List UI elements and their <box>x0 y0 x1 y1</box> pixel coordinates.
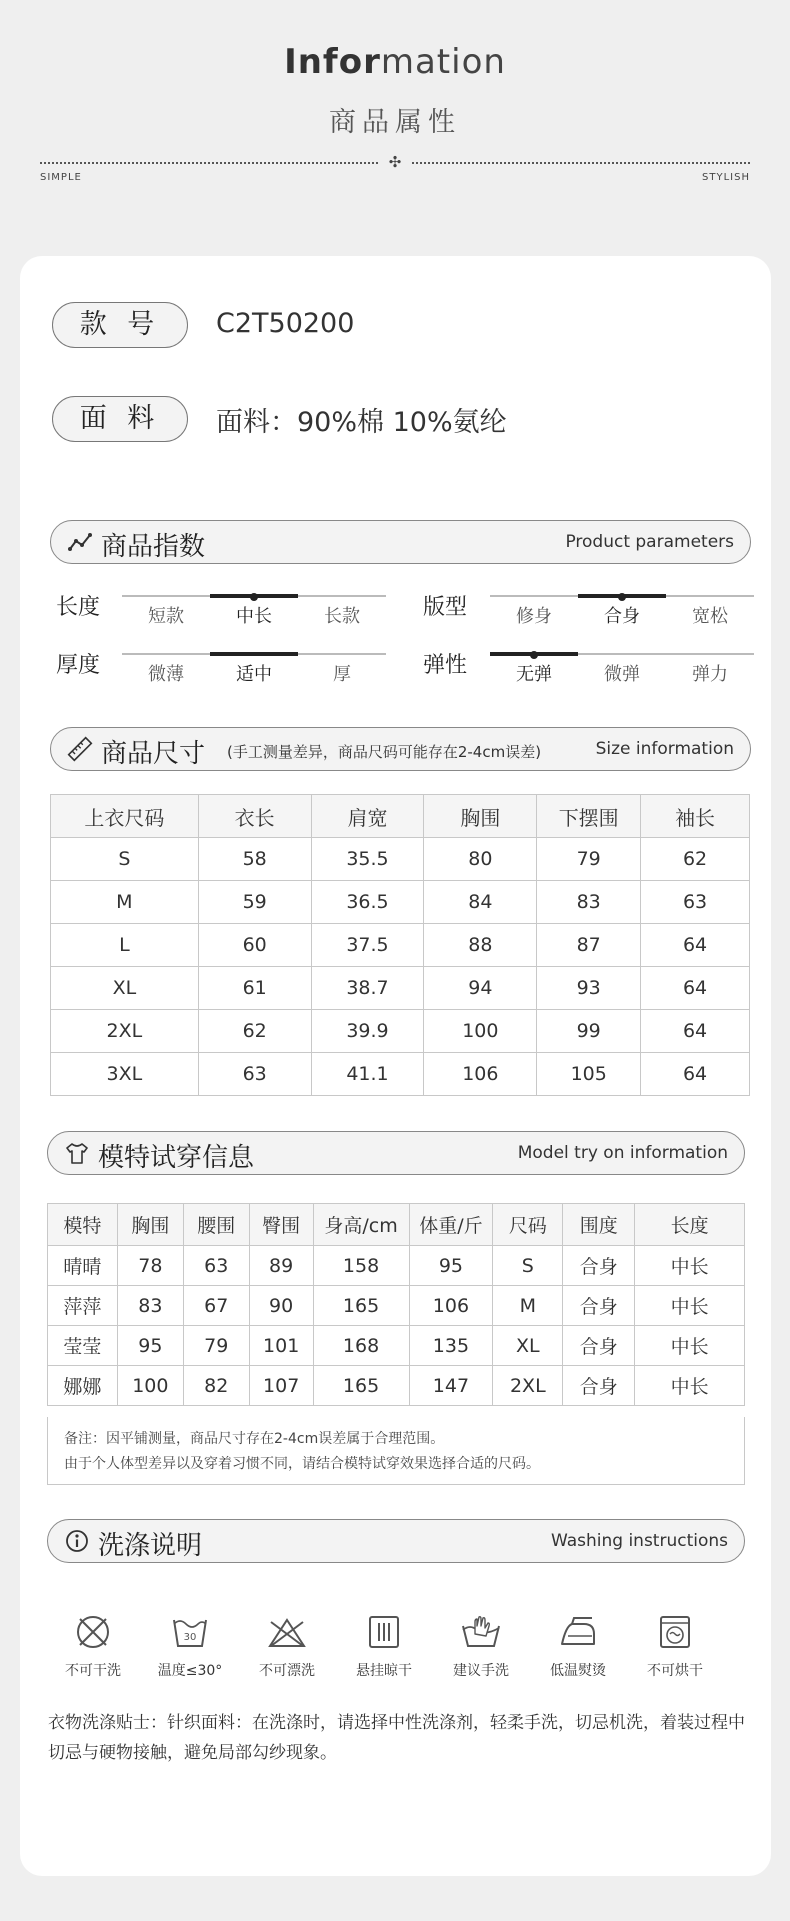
table-header-cell: 尺码 <box>493 1204 563 1246</box>
low-iron-icon <box>558 1612 598 1652</box>
table-cell: 63 <box>198 1053 311 1096</box>
table-header-cell: 下摆围 <box>537 795 641 838</box>
section-model-info <box>47 1131 745 1175</box>
table-cell: 83 <box>537 881 641 924</box>
param-fit-option: 宽松 <box>692 606 728 627</box>
param-thickness-option: 适中 <box>236 664 272 685</box>
table-header-cell: 臀围 <box>249 1204 313 1246</box>
title-bold: Infor <box>284 42 381 82</box>
param-fit-label: 版型 <box>423 595 468 620</box>
param-length-label: 长度 <box>56 595 101 620</box>
table-cell: 64 <box>641 967 750 1010</box>
table-cell: 62 <box>198 1010 311 1053</box>
table-cell: 38.7 <box>311 967 424 1010</box>
table-cell: 64 <box>641 1010 750 1053</box>
param-thickness-label: 厚度 <box>56 653 101 678</box>
table-row <box>51 838 750 881</box>
param-fit-option: 合身 <box>604 606 640 627</box>
table-row <box>51 924 750 967</box>
table-cell: 合身 <box>563 1286 635 1326</box>
table-cell: 80 <box>424 838 537 881</box>
table-header-cell: 体重/斤 <box>409 1204 493 1246</box>
param-length-option: 中长 <box>236 606 272 627</box>
info-icon <box>64 1528 90 1554</box>
section-title-en: Size information <box>595 739 734 759</box>
table-cell: 95 <box>409 1246 493 1286</box>
table-cell: M <box>493 1286 563 1326</box>
section-product-parameters <box>50 520 751 564</box>
size-note: (手工测量差异，商品尺码可能存在2-4cm误差) <box>227 743 542 761</box>
table-header-cell: 模特 <box>48 1204 118 1246</box>
table-cell: 165 <box>313 1366 409 1406</box>
table-header-cell: 袖长 <box>641 795 750 838</box>
table-cell: 中长 <box>635 1246 745 1286</box>
no-tumble-dry-icon <box>655 1612 695 1652</box>
model-table <box>47 1203 745 1406</box>
table-header-row <box>51 795 750 838</box>
divider-left <box>40 162 378 164</box>
table-cell: 61 <box>198 967 311 1010</box>
no-bleach-icon <box>267 1612 307 1652</box>
table-cell: 36.5 <box>311 881 424 924</box>
param-elasticity-option: 弹力 <box>692 664 728 685</box>
table-header-cell: 肩宽 <box>311 795 424 838</box>
table-cell: 39.9 <box>311 1010 424 1053</box>
table-cell: M <box>51 881 199 924</box>
table-cell: 合身 <box>563 1326 635 1366</box>
table-cell: XL <box>51 967 199 1010</box>
fabric-label: 面 料 <box>52 396 188 442</box>
page-subtitle: 商品属性 <box>329 107 461 138</box>
section-washing <box>47 1519 745 1563</box>
table-header-cell: 胸围 <box>424 795 537 838</box>
wash-30-icon <box>170 1612 210 1652</box>
washing-tips: 衣物洗涤贴士：针织面料：在洗涤时，请选择中性洗涤剂，轻柔手洗，切忌机洗，着装过程中切忌与硬物接触，避免局部勾纱现象。 <box>48 1713 745 1763</box>
table-header-cell: 围度 <box>563 1204 635 1246</box>
table-header-cell: 上衣尺码 <box>51 795 199 838</box>
remark-line: 由于个人体型差异以及穿着习惯不同，请结合模特试穿效果选择合适的尺码。 <box>64 1456 540 1472</box>
wash-item <box>145 1612 235 1680</box>
wash-item <box>48 1612 138 1680</box>
divider-right <box>412 162 750 164</box>
table-cell: 合身 <box>563 1366 635 1406</box>
style-number-value: C2T50200 <box>216 308 355 339</box>
table-row <box>48 1246 745 1286</box>
style-number-label: 款 号 <box>52 302 188 348</box>
wash-label: 不可干洗 <box>65 1663 121 1679</box>
hang-dry-icon <box>364 1612 404 1652</box>
simple-tag: SIMPLE <box>40 172 82 183</box>
table-cell: 147 <box>409 1366 493 1406</box>
param-fit-option: 修身 <box>516 606 552 627</box>
table-cell: 79 <box>183 1326 249 1366</box>
table-cell: 60 <box>198 924 311 967</box>
tshirt-icon <box>64 1140 90 1166</box>
section-title: 模特试穿信息 <box>98 1143 255 1173</box>
section-title-en: Washing instructions <box>550 1531 728 1551</box>
table-cell: 100 <box>117 1366 183 1406</box>
table-cell: 106 <box>424 1053 537 1096</box>
table-cell: 100 <box>424 1010 537 1053</box>
table-header-row <box>48 1204 745 1246</box>
section-title: 商品指数 <box>101 532 206 562</box>
table-cell: 37.5 <box>311 924 424 967</box>
param-thickness-option: 厚 <box>333 664 351 685</box>
wash-item <box>533 1612 623 1680</box>
page-title <box>0 42 790 82</box>
wash-item <box>630 1612 720 1680</box>
table-cell: 晴晴 <box>48 1246 118 1286</box>
table-header-cell: 长度 <box>635 1204 745 1246</box>
table-cell: 84 <box>424 881 537 924</box>
wash-badge: 30 <box>183 1632 197 1643</box>
table-cell: 59 <box>198 881 311 924</box>
wash-label: 低温熨烫 <box>550 1663 606 1679</box>
table-cell: 41.1 <box>311 1053 424 1096</box>
table-cell: 67 <box>183 1286 249 1326</box>
table-cell: 83 <box>117 1286 183 1326</box>
table-cell: 2XL <box>493 1366 563 1406</box>
section-title-en: Product parameters <box>565 532 734 552</box>
table-row <box>51 967 750 1010</box>
table-cell: 娜娜 <box>48 1366 118 1406</box>
no-dry-clean-icon <box>73 1612 113 1652</box>
table-cell: 3XL <box>51 1053 199 1096</box>
table-cell: 165 <box>313 1286 409 1326</box>
table-row <box>48 1366 745 1406</box>
table-cell: 64 <box>641 1053 750 1096</box>
table-header-cell: 衣长 <box>198 795 311 838</box>
param-elasticity-label: 弹性 <box>423 653 468 678</box>
wash-label: 不可烘干 <box>647 1663 703 1679</box>
wash-label: 不可漂洗 <box>259 1663 315 1679</box>
table-cell: XL <box>493 1326 563 1366</box>
table-cell: 105 <box>537 1053 641 1096</box>
table-cell: 88 <box>424 924 537 967</box>
section-title: 商品尺寸 <box>101 739 206 769</box>
fabric-value: 面料：90%棉 10%氨纶 <box>216 407 507 438</box>
table-cell: 78 <box>117 1246 183 1286</box>
table-cell: 中长 <box>635 1366 745 1406</box>
wash-label: 建议手洗 <box>453 1663 509 1679</box>
table-cell: 99 <box>537 1010 641 1053</box>
table-cell: 93 <box>537 967 641 1010</box>
table-cell: 63 <box>183 1246 249 1286</box>
table-cell: 中长 <box>635 1286 745 1326</box>
table-cell: 89 <box>249 1246 313 1286</box>
param-length-dot <box>250 593 258 601</box>
cross-ornament-icon: ✣ <box>388 153 402 171</box>
param-fit-dot <box>618 593 626 601</box>
table-cell: S <box>51 838 199 881</box>
wash-item <box>436 1612 526 1680</box>
table-cell: 中长 <box>635 1326 745 1366</box>
param-length-option: 短款 <box>148 606 184 627</box>
table-cell: 莹莹 <box>48 1326 118 1366</box>
stylish-tag: STYLISH <box>702 172 750 183</box>
table-header-cell: 腰围 <box>183 1204 249 1246</box>
wash-item <box>339 1612 429 1680</box>
table-cell: 168 <box>313 1326 409 1366</box>
table-cell: 90 <box>249 1286 313 1326</box>
size-table <box>50 794 750 1096</box>
table-cell: 107 <box>249 1366 313 1406</box>
table-header-cell: 胸围 <box>117 1204 183 1246</box>
model-remark <box>47 1417 745 1485</box>
table-row <box>48 1326 745 1366</box>
table-cell: 79 <box>537 838 641 881</box>
table-row <box>48 1286 745 1326</box>
table-cell: 106 <box>409 1286 493 1326</box>
table-cell: 94 <box>424 967 537 1010</box>
hand-wash-icon <box>461 1612 501 1652</box>
table-cell: 135 <box>409 1326 493 1366</box>
table-cell: 2XL <box>51 1010 199 1053</box>
table-cell: S <box>493 1246 563 1286</box>
table-cell: 58 <box>198 838 311 881</box>
param-thickness-option: 微薄 <box>148 664 184 685</box>
section-size-information <box>50 727 751 771</box>
wash-label: 温度≤30° <box>157 1663 223 1679</box>
info-card <box>20 256 771 1876</box>
table-cell: 158 <box>313 1246 409 1286</box>
param-thickness-indicator <box>210 652 298 656</box>
table-cell: L <box>51 924 199 967</box>
table-cell: 95 <box>117 1326 183 1366</box>
section-title: 洗涤说明 <box>98 1531 203 1561</box>
wash-item <box>242 1612 332 1680</box>
table-cell: 62 <box>641 838 750 881</box>
table-cell: 35.5 <box>311 838 424 881</box>
table-header-cell: 身高/cm <box>313 1204 409 1246</box>
wash-label: 悬挂晾干 <box>356 1663 412 1679</box>
param-length-option: 长款 <box>324 606 360 627</box>
table-cell: 合身 <box>563 1246 635 1286</box>
table-cell: 82 <box>183 1366 249 1406</box>
table-cell: 101 <box>249 1326 313 1366</box>
remark-line: 备注：因平铺测量，商品尺寸存在2-4cm误差属于合理范围。 <box>64 1431 445 1447</box>
param-elasticity-option: 微弹 <box>604 664 640 685</box>
section-title-en: Model try on information <box>517 1143 728 1163</box>
table-row <box>51 1053 750 1096</box>
table-cell: 64 <box>641 924 750 967</box>
ruler-icon <box>67 736 93 762</box>
table-cell: 87 <box>537 924 641 967</box>
param-elasticity-dot <box>530 651 538 659</box>
param-elasticity-option: 无弹 <box>516 664 552 685</box>
trend-chart-icon <box>67 529 93 555</box>
table-row <box>51 881 750 924</box>
table-cell: 萍萍 <box>48 1286 118 1326</box>
title-light: mation <box>380 42 506 82</box>
table-cell: 63 <box>641 881 750 924</box>
table-row <box>51 1010 750 1053</box>
